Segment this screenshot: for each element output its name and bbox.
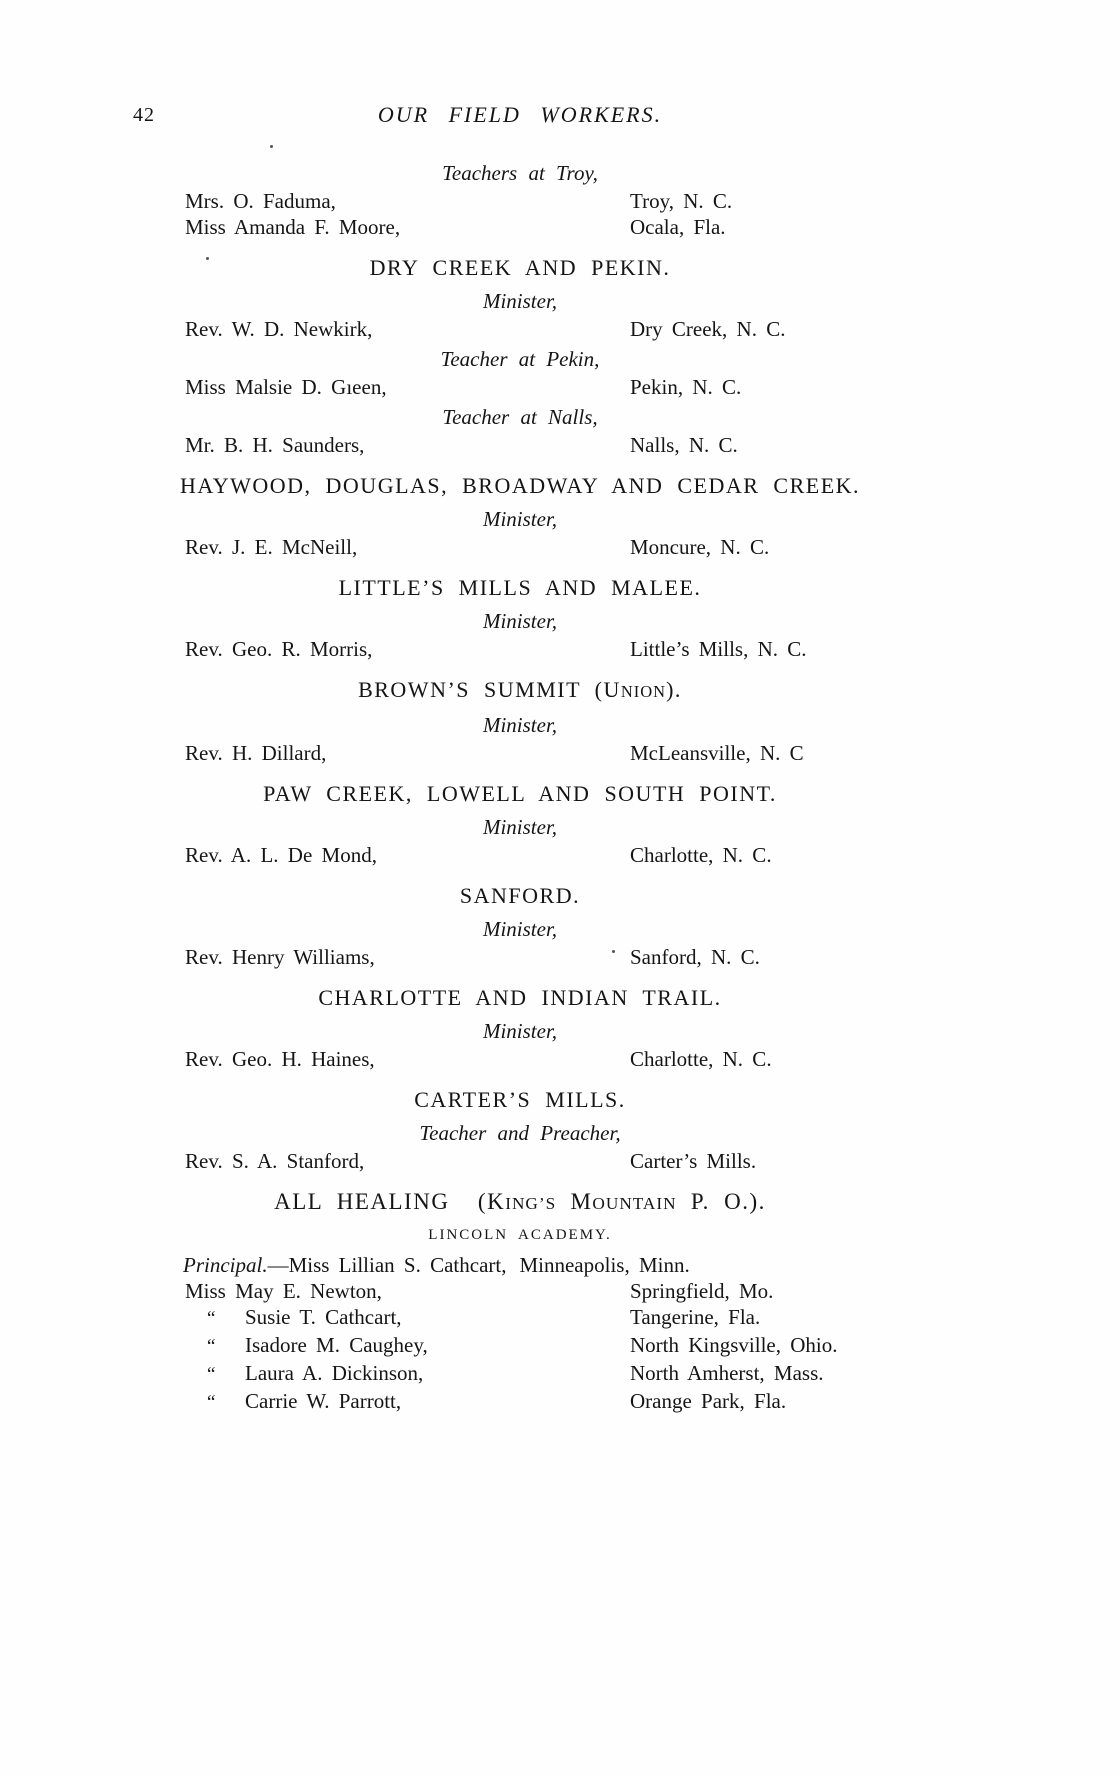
title-segment: CHARLOTTE AND INDIAN TRAIL. <box>318 985 722 1010</box>
section-title <box>0 472 1040 500</box>
person-name: Laura A. Dickinson, <box>245 1361 424 1385</box>
person-row <box>0 1046 1040 1072</box>
person-name: Rev. A. L. De Mond, <box>185 843 377 867</box>
section <box>0 1086 1040 1174</box>
person-location: Little’s Mills, N. C. <box>630 637 807 661</box>
person-location: McLeansville, N. C <box>630 741 804 765</box>
person-name: Carrie W. Parrott, <box>245 1389 402 1413</box>
person-row <box>0 214 1040 240</box>
section-title <box>0 254 1040 282</box>
person-row <box>0 944 1040 970</box>
section-title <box>0 676 1040 706</box>
person-row <box>0 374 1040 400</box>
role-line: Minister, <box>482 713 558 737</box>
person-location: Sanford, N. C. <box>630 945 760 969</box>
title-segment: HAYWOOD, DOUGLAS, BROADWAY AND CEDAR CREEK. <box>179 473 861 498</box>
person-location: Pekin, N. C. <box>630 375 742 399</box>
dash-separator: — <box>267 1253 289 1277</box>
role-line: Teacher at Nalls, <box>442 405 598 429</box>
person-row <box>0 534 1040 560</box>
scan-speck <box>612 950 615 953</box>
person-name: Miss May E. Newton, <box>185 1279 382 1303</box>
person-name: Rev. W. D. Newkirk, <box>185 317 373 341</box>
role-line: Minister, <box>482 1019 558 1043</box>
principal-row <box>0 1252 1040 1278</box>
role-line: Minister, <box>482 289 558 313</box>
person-location: North Kingsville, Ohio. <box>630 1333 838 1357</box>
person-name: Susie T. Cathcart, <box>245 1305 402 1329</box>
page-header <box>0 102 1040 130</box>
person-name: Mrs. O. Faduma, <box>185 189 336 213</box>
running-header: OUR FIELD WORKERS. <box>377 102 663 127</box>
role-line: Minister, <box>482 507 558 531</box>
title-segment: ALL HEALING (K <box>274 1189 506 1214</box>
person-name: Rev. Henry Williams, <box>185 945 375 969</box>
section-title <box>0 984 1040 1012</box>
principal-label: Principal. <box>183 1253 268 1277</box>
person-row <box>0 636 1040 662</box>
title-segment: DRY CREEK AND PEKIN. <box>369 255 671 280</box>
person-location: Dry Creek, N. C. <box>630 317 786 341</box>
section <box>0 780 1040 868</box>
person-location: Moncure, N. C. <box>630 535 770 559</box>
person-location: Minneapolis, Minn. <box>519 1253 690 1277</box>
person-name: Rev. J. E. McNeill, <box>185 535 358 559</box>
small-caps-segment: NION <box>620 682 667 701</box>
ditto-mark: “ <box>207 1308 216 1329</box>
section <box>0 676 1040 766</box>
person-name: Mr. B. H. Saunders, <box>185 433 365 457</box>
section <box>0 1188 1040 1416</box>
small-caps-segment: OUNTAIN <box>592 1194 677 1213</box>
role-line: Teachers at Troy, <box>442 161 598 185</box>
section-subtitle: LINCOLN ACADEMY. <box>428 1227 612 1243</box>
person-row <box>0 316 1040 342</box>
person-location: Nalls, N. C. <box>630 433 738 457</box>
section <box>0 574 1040 662</box>
person-name: Miss Amanda F. Moore, <box>185 215 401 239</box>
section <box>0 160 1040 240</box>
section-title <box>0 574 1040 602</box>
title-segment: SANFORD. <box>459 883 581 908</box>
person-location: Orange Park, Fla. <box>630 1389 787 1413</box>
page-number: 42 <box>133 104 155 126</box>
ditto-mark: “ <box>207 1364 216 1385</box>
role-line: Minister, <box>482 609 558 633</box>
ditto-mark: “ <box>207 1336 216 1357</box>
section-title <box>0 780 1040 808</box>
person-location: North Amherst, Mass. <box>630 1361 824 1385</box>
person-row <box>0 1388 1040 1416</box>
person-row <box>0 842 1040 868</box>
title-segment: BROWN’S SUMMIT (U <box>358 677 621 702</box>
person-row <box>0 1278 1040 1304</box>
section <box>0 882 1040 970</box>
field-workers-list <box>0 160 1040 1416</box>
person-name: Rev. Geo. R. Morris, <box>185 637 373 661</box>
person-location: Tangerine, Fla. <box>630 1305 761 1329</box>
title-segment: M <box>556 1189 593 1214</box>
title-segment: ). <box>666 677 682 702</box>
section <box>0 254 1040 458</box>
section-title <box>0 882 1040 910</box>
person-location: Charlotte, N. C. <box>630 1047 772 1071</box>
person-name: Rev. S. A. Stanford, <box>185 1149 365 1173</box>
role-line: Teacher and Preacher, <box>419 1121 621 1145</box>
person-row <box>0 1360 1040 1388</box>
section <box>0 472 1040 560</box>
title-segment: P. O.). <box>676 1189 766 1214</box>
title-segment: LITTLE’S MILLS AND MALEE. <box>338 575 702 600</box>
ditto-mark: “ <box>207 1392 216 1413</box>
title-segment: CARTER’S MILLS. <box>414 1087 626 1112</box>
section-title <box>0 1086 1040 1114</box>
role-line: Minister, <box>482 815 558 839</box>
person-row <box>0 1304 1040 1332</box>
person-location: Charlotte, N. C. <box>630 843 772 867</box>
small-caps-segment: ING’S <box>505 1194 557 1213</box>
person-location: Carter’s Mills. <box>630 1149 757 1173</box>
scan-speck <box>206 257 209 260</box>
title-segment: PAW CREEK, LOWELL AND SOUTH POINT. <box>263 781 777 806</box>
role-line: Teacher at Pekin, <box>440 347 600 371</box>
person-location: Ocala, Fla. <box>630 215 726 239</box>
section <box>0 984 1040 1072</box>
person-row <box>0 188 1040 214</box>
person-row <box>0 740 1040 766</box>
person-row <box>0 1332 1040 1360</box>
person-name: Isadore M. Caughey, <box>245 1333 428 1357</box>
person-name: Miss Lillian S. Cathcart, <box>288 1253 507 1277</box>
person-location: Troy, N. C. <box>630 189 733 213</box>
person-name: Miss Malsie D. Gıeen, <box>185 375 387 399</box>
person-location: Springfield, Mo. <box>630 1279 774 1303</box>
person-name: Rev. Geo. H. Haines, <box>185 1047 375 1071</box>
scan-speck <box>270 145 273 148</box>
person-row <box>0 432 1040 458</box>
role-line: Minister, <box>482 917 558 941</box>
section-title <box>0 1188 1040 1218</box>
person-name: Rev. H. Dillard, <box>185 741 327 765</box>
person-row <box>0 1148 1040 1174</box>
